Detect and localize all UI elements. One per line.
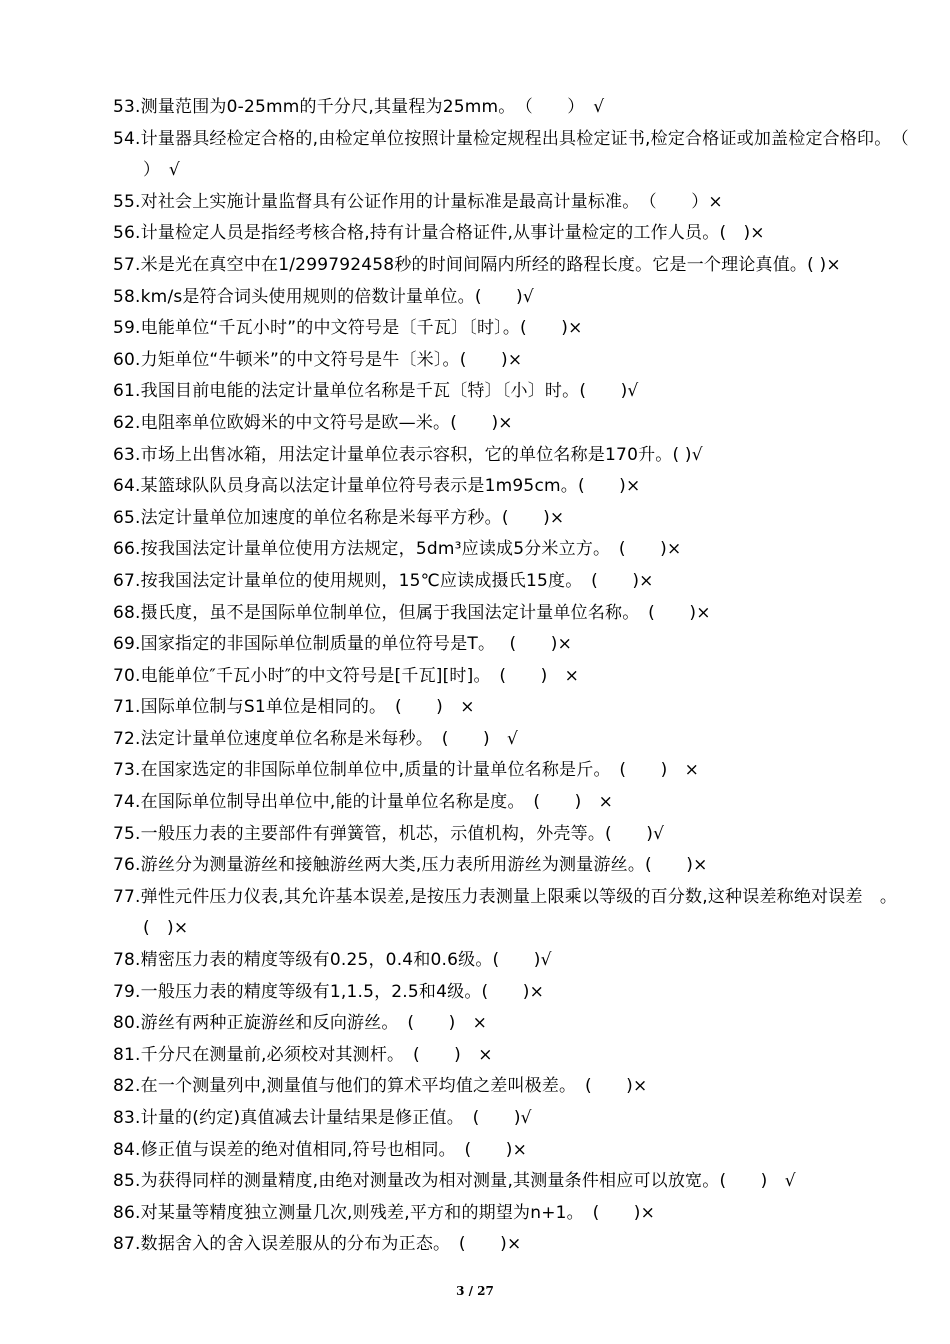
question-item: 57.米是光在真空中在1/299792458秒的时间间隔内所经的路程长度。它是一个理论真值。( )× [113,254,841,275]
question-item: 85.为获得同样的测量精度,由绝对测量改为相对测量,其测量条件相应可以放宽。( ) √ [113,1171,796,1192]
question-item: 59.电能单位“千瓦小时”的中文符号是〔千瓦〕〔时〕。( )× [113,318,583,339]
question-item: 58.km/s是符合词头使用规则的倍数计量单位。( )√ [113,286,534,307]
question-item: 80.游丝有两种正旋游丝和反向游丝。 ( ) × [113,1013,488,1034]
question-item: 65.法定计量单位加速度的单位名称是米每平方秒。( )× [113,507,565,528]
question-item: 86.对某量等精度独立测量几次,则残差,平方和的期望为n+1。 ( )× [113,1202,656,1223]
question-item: 79.一般压力表的精度等级有1,1.5，2.5和4级。( )× [113,981,545,1002]
question-item: 83.计量的(约定)真值减去计量结果是修正值。 ( )√ [113,1108,532,1128]
question-item: 64.某篮球队队员身高以法定计量单位符号表示是1m95cm。( )× [113,476,641,497]
question-item: 73.在国家选定的非国际单位制单位中,质量的计量单位名称是斤。 ( ) × [113,760,700,781]
question-item: 56.计量检定人员是指经考核合格,持有计量合格证件,从事计量检定的工作人员。( )× [113,223,765,244]
question-item: 76.游丝分为测量游丝和接触游丝两大类,压力表所用游丝为测量游丝。( )× [113,855,708,876]
question-item: 55.对社会上实施计量监督具有公证作用的计量标准是最高计量标准。 （ ）× [113,191,723,212]
question-item: 81.千分尺在测量前,必须校对其测杆。 ( ) × [113,1044,493,1065]
question-item: 75.一般压力表的主要部件有弹簧管，机芯，示值机构，外壳等。( )√ [113,823,665,844]
question-item: 68.摄氏度，虽不是国际单位制单位，但属于我国法定计量单位名称。 ( )× [113,602,711,623]
question-item: 82.在一个测量列中,测量值与他们的算术平均值之差叫极差。 ( )× [113,1076,648,1097]
question-item: 78.精密压力表的精度等级有0.25，0.4和0.6级。( )√ [113,950,552,971]
question-item: 71.国际单位制与S1单位是相同的。 ( ) × [113,697,475,718]
question-item: 74.在国际单位制导出单位中,能的计量单位名称是度。 ( ) × [113,792,614,813]
question-item: 77.弹性元件压力仪表,其允许基本误差,是按压力表测量上限乘以等级的百分数,这种误差称绝对误差 。( )× [113,886,898,939]
question-item: 66.按我国法定计量单位使用方法规定，5dm³应读成5分米立方。 ( )× [113,539,682,560]
question-item: 62.电阻率单位欧姆米的中文符号是欧—米。( )× [113,412,513,433]
question-item: 54.计量器具经检定合格的,由检定单位按照计量检定规程出具检定证书,检定合格证或加盖检定合格印。 （ ） √ [113,128,944,181]
question-item: 63.市场上出售冰箱，用法定计量单位表示容积，它的单位名称是170升。( )√ [113,444,703,465]
page-number: 3 / 27 [456,1284,494,1298]
question-item: 53.测量范围为0-25mm的千分尺,其量程为25mm。 （ ） √ [113,97,605,117]
question-item: 60.力矩单位“牛顿米”的中文符号是牛〔米〕。( )× [113,349,523,370]
question-item: 70.电能单位″千瓦小时″的中文符号是[千瓦][时]。 ( ) × [113,665,580,686]
question-item: 84.修正值与误差的绝对值相同,符号也相同。 ( )× [113,1139,528,1160]
question-item: 87.数据舍入的舍入误差服从的分布为正态。 ( )× [113,1234,522,1255]
question-item: 69.国家指定的非国际单位制质量的单位符号是T。 ( )× [113,634,573,655]
question-item: 61.我国目前电能的法定计量单位名称是千瓦〔特〕〔小〕时。( )√ [113,381,639,402]
question-list [113,92,944,1261]
question-item: 67.按我国法定计量单位的使用规则，15℃应读成摄氏15度。 ( )× [113,570,654,591]
question-item: 72.法定计量单位速度单位名称是米每秒。 ( ) √ [113,728,519,749]
